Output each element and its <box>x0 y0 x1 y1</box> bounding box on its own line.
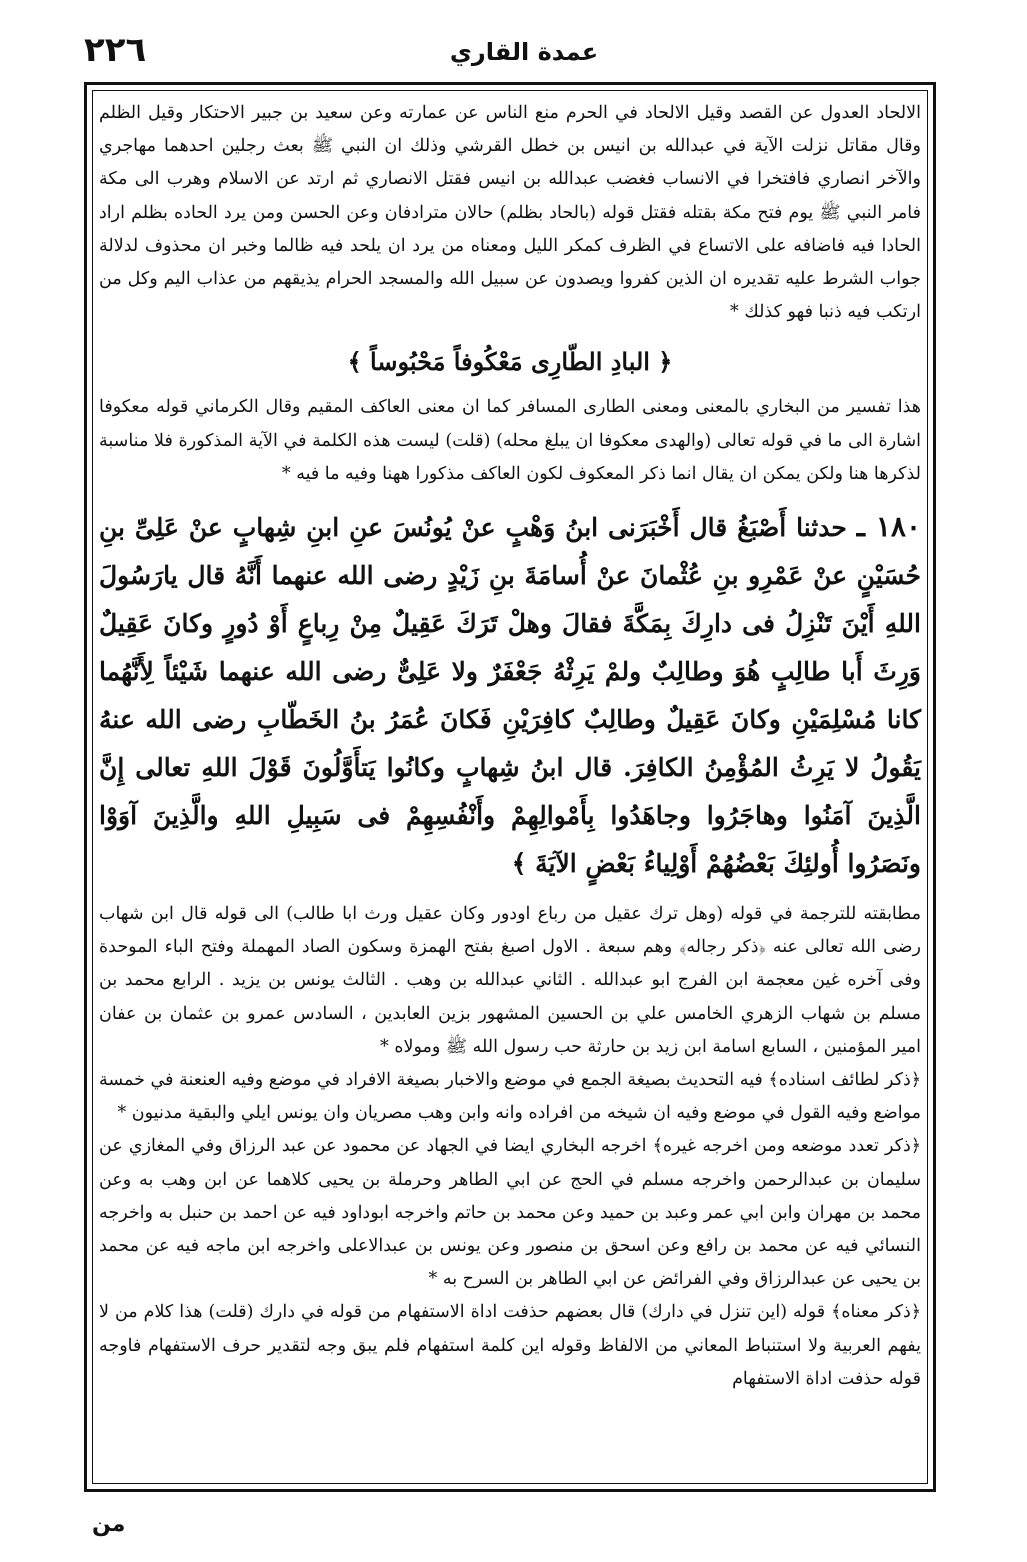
commentary-paragraph-1: الالحاد العدول عن القصد وقيل الالحاد في الحرم منع الناس عن عمارته وعن سعيد بن جبير الاحتكار وقيل الظلم وقال مقاتل نزلت الآية في عبدالله بن انيس بن خطل القرشي وذلك ان النبي ﷺ بعث رجلين احدهما مهاجري والآخر انصاري فافتخرا في الانساب فغضب عبدالله بن انيس فقتل الانصاري ثم ارتد عن الاسلام وهرب الى مكة فامر النبي ﷺ يوم فتح مكة بقتله فقتل قوله (بالحاد بظلم) حالان مترادفان وعن الحسن ومن يرد الحاده بظلم اراد الحادا فيه فاضافه على الاتساع في الظرف كمكر الليل ومعناه من يرد ان يلحد فيه ظالما وخبر ان محذوف لدلالة جواب الشرط عليه تقديره ان الذين كفروا ويصدون عن سبيل الله والمسجد الحرام يذيقهم من عذاب اليم وكل من ارتكب فيه ذنبا فهو كذلك * <box>99 103 921 323</box>
commentary-paragraph-5: ﴿ذكر تعدد موضعه ومن اخرجه غيره﴾ اخرجه البخاري ايضا في الجهاد عن محمود عن عبد الرزاق وفي المغازي عن سليمان بن عبدالرحمن واخرجه مسلم في الحج عن ابي الطاهر وحرملة بن يحيى كلاهما عن ابن وهب به وعن محمد بن مهران وابن ابي عمر وعبد بن حميد وعن محمد بن حاتم واخرجه ابوداود فيه عن احمد بن حنبل به واخرجه النسائي فيه عن محمد بن رافع وعن اسحق بن منصور وعن يونس بن عبدالاعلى واخرجه ابن ماجه فيه عن محمد بن يحيى عن عبدالرزاق وفي الفرائض عن ابي الطاهر بن السرح به * <box>99 1136 921 1290</box>
running-title: عمدة القاري <box>449 38 599 66</box>
text-frame <box>84 82 936 1492</box>
hadith-text <box>99 503 921 888</box>
commentary-paragraph-6: ﴿ذكر معناه﴾ قوله (اين تنزل في دارك) قال بعضهم حذفت اداة الاستفهام من قوله في دارك (قلت) هذا كلام من لا يفهم العربية ولا استنباط المعاني من الالفاظ وقوله اين كلمة استفهام فلم يبق وجه لتقدير حرف الاستفهام فاوجه قوله حذفت اداة الاستفهام <box>99 1302 921 1389</box>
page-number: ٢٢٦ <box>84 30 147 70</box>
page-header <box>84 30 936 90</box>
commentary-paragraph-2: هذا تفسير من البخاري بالمعنى ومعنى الطارى المسافر كما ان معنى العاكف المقيم وقال الكرماني قوله معكوفا اشارة الى ما في قوله تعالى (والهدى معكوفا ان يبلغ محله) (قلت) ليست هذه الكلمة في الآية المذكورة فلا مناسبة لذكرها هنا ولكن يمكن ان يقال انما ذكر المعكوف لكون العاكف مذكورا ههنا وفيه ما فيه * <box>99 397 921 484</box>
page-content <box>99 97 921 1479</box>
chapter-heading: ﴿ البادِ الطّارِى مَعْكُوفاً مَحْبُوساً ﴾ <box>347 347 673 377</box>
commentary-paragraph-4: ﴿ذكر لطائف اسناده﴾ فيه التحديث بصيغة الجمع في موضع والاخبار بصيغة الافراد في موضع وفيه العنعنة في خمسة مواضع وفيه القول في موضع وفيه ان شيخه من افراده وانه وابن وهب مصريان وان يونس ايلي والبقية مدنيون * <box>99 1070 921 1124</box>
hadith-number: ١٨٠ ـ <box>856 510 921 544</box>
catchword: من <box>92 1512 126 1537</box>
hadith-body: حدثنا أَصْبَغُ قال أَخْبَرَنى ابنُ وَهْبٍ عنْ يُونُسَ عنِ ابنِ شِهابٍ عنْ عَلِىِّ بنِ حُسَيْنٍ عنْ عَمْرِو بنِ عُثْمانَ عنْ أُسامَةَ بنِ زَيْدٍ رضى الله عنهما أَنَّهُ قال يارَسُولَ اللهِ أَيْنَ تَنْزِلُ فى دارِكَ بِمَكَّةَ فقالَ وهلْ تَرَكَ عَقِيلٌ مِنْ رِباعٍ أَوْ دُورٍ وكانَ عَقِيلٌ وَرِثَ أَبا طالِبٍ هُوَ وطالِبٌ ولمْ يَرِثْهُ جَعْفَرٌ ولا عَلِىٌّ رضى الله عنهما شَيْئاً لِأَنَّهُما كانا مُسْلِمَيْنِ وكانَ عَقِيلٌ وطالِبٌ كافِرَيْنِ فَكانَ عُمَرُ بنُ الخَطّابِ رضى الله عنهُ يَقُولُ لا يَرِثُ المُؤْمِنُ الكافِرَ. قال ابنُ شِهابٍ وكانُوا يَتأَوَّلُونَ قَوْلَ اللهِ تعالى إِنَّ الَّذِينَ آمَنُوا وهاجَرُوا وجاهَدُوا بِأَمْوالِهِمْ وأَنْفُسِهِمْ فى سَبِيلِ اللهِ والَّذِينَ آوَوْا ونَصَرُوا أُولئِكَ بَعْضُهُمْ أَوْلِياءُ بَعْضٍ الآيَةَ ﴾ <box>99 513 921 879</box>
commentary-paragraph-3: مطابقته للترجمة في قوله (وهل ترك عقيل من رباع اودور وكان عقيل ورث ابا طالب) الى قوله قال ابن شهاب رضى الله تعالى عنه ﴿ذكر رجاله﴾ وهم سبعة . الاول اصبغ بفتح الهمزة وسكون الصاد المهملة وفتح الباء الموحدة وفى آخره غين معجمة ابن الفرج ابو عبدالله . الثاني عبدالله بن وهب . الثالث يونس بن يزيد . الرابع محمد بن مسلم بن شهاب الزهري الخامس علي بن الحسين المشهور بزين العابدين ، السادس عمرو بن عثمان بن عفان امير المؤمنين ، السابع اسامة ابن زيد بن حارثة حب رسول الله ﷺ ومولاه * <box>99 904 921 1057</box>
